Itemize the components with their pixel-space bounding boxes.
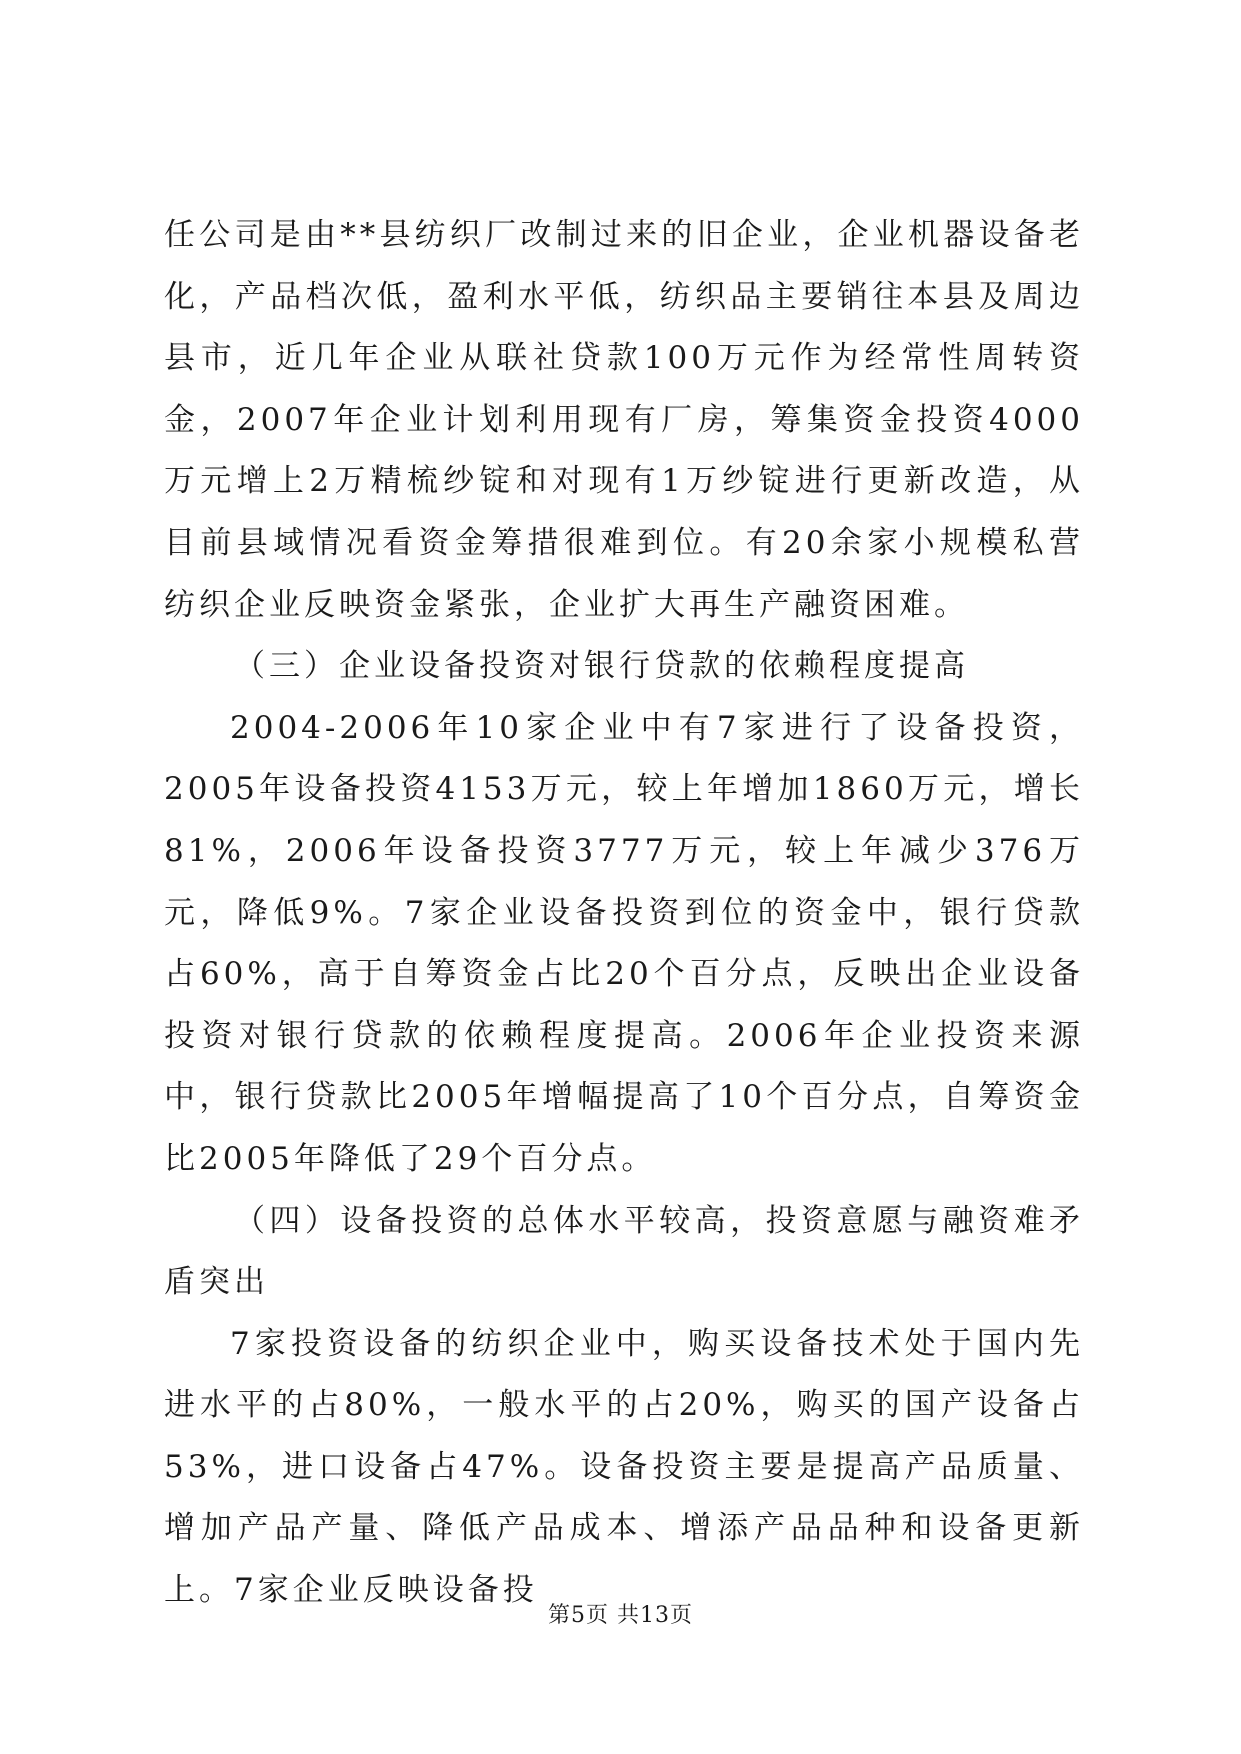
paragraph-1: 任公司是由**县纺织厂改制过来的旧企业，企业机器设备老化，产品档次低，盈利水平低，纺织品主要销往本县及周边县市，近几年企业从联社贷款100万元作为经常性周转资金，2007年企业计划利用现有厂房，筹集资金投资4000万元增上2万精梳纱锭和对现有1万纱锭进行更新改造，从目前县域情况看资金筹措很难到位。有20余家小规模私营纺织企业反映资金紧张，企业扩大再生产融资困难。 xyxy=(164,217,1084,623)
section-heading-4: （四）设备投资的总体水平较高，投资意愿与融资难矛盾突出 xyxy=(164,1202,1084,1301)
section-heading-3: （三）企业设备投资对银行贷款的依赖程度提高 xyxy=(234,648,969,685)
paragraph-2: 2004-2006年10家企业中有7家进行了设备投资，2005年设备投资4153万元，较上年增加1860万元，增长81%，2006年设备投资3777万元，较上年减少376万元，降低9%。7家企业设备投资到位的资金中，银行贷款占60%，高于自筹资金占比20个百分点，反映出企业设备投资对银行贷款的依赖程度提高。2006年企业投资来源中，银行贷款比2005年增幅提高了10个百分点，自筹资金比2005年降低了29个百分点。 xyxy=(164,709,1084,1177)
page-number-footer: 第5页 共13页 xyxy=(548,1603,693,1628)
paragraph-3: 7家投资设备的纺织企业中，购买设备技术处于国内先进水平的占80%，一般水平的占20%，购买的国产设备占53%，进口设备占47%。设备投资主要是提高产品质量、增加产品产量、降低产品成本、增添产品品种和设备更新上。7家企业反映设备投 xyxy=(164,1325,1084,1609)
document-body xyxy=(164,205,1084,1622)
